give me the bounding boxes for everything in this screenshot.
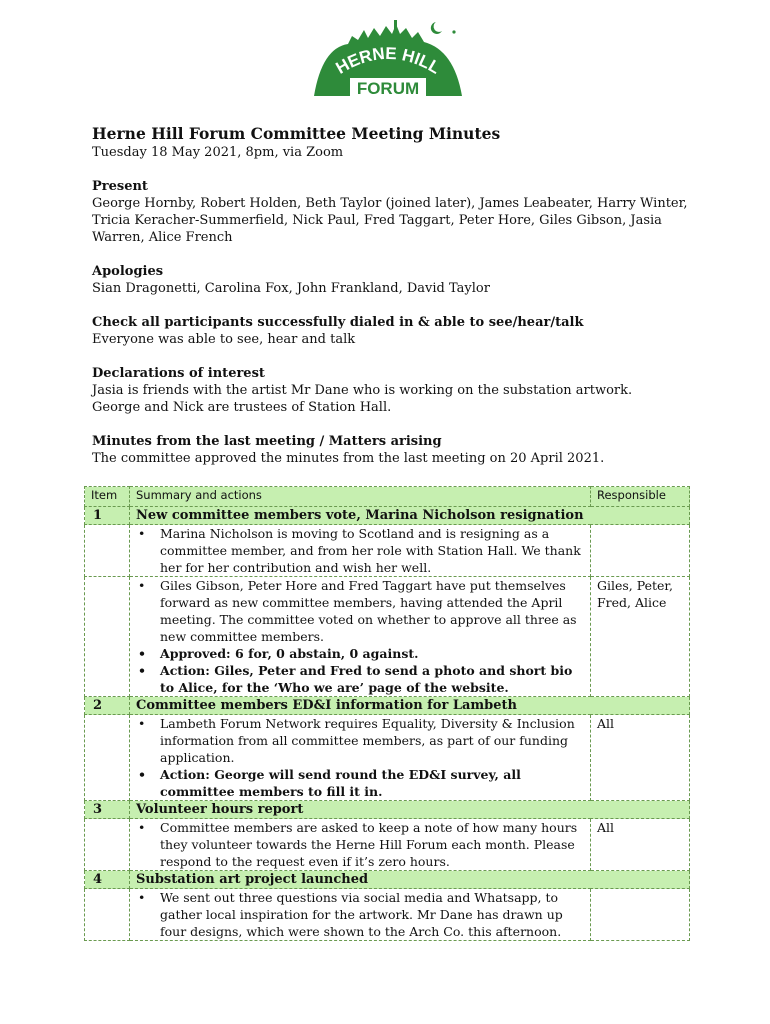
logo-text-line1: HERNE HILL (332, 43, 444, 78)
summary-cell (130, 819, 591, 871)
summary-bullet: • Committee members are asked to keep a note of how many hours they volunteer towards the Herne Hill Forum each month. Please respond to the request even if it’s zero hours. (160, 819, 584, 870)
item-spacer-cell (85, 819, 130, 871)
summary-cell (130, 525, 591, 577)
summary-cell (130, 577, 591, 697)
table-row (85, 577, 690, 697)
actions-table (84, 486, 690, 941)
summary-bullet: • Lambeth Forum Network requires Equality, Diversity & Inclusion information from all committee members, as part of our funding application. (160, 715, 584, 766)
item-number: 2 (85, 697, 130, 715)
minutes-heading: Minutes from the last meeting / Matters arising (92, 434, 442, 449)
item-title: Committee members ED&I information for Lambeth (130, 697, 690, 715)
apologies-heading: Apologies (92, 264, 164, 279)
responsible-cell (591, 525, 690, 577)
document-body (92, 124, 692, 467)
herne-hill-forum-logo (308, 18, 468, 102)
table-row (85, 819, 690, 871)
responsible-cell: All (591, 715, 690, 801)
item-number: 1 (85, 507, 130, 525)
check-line: Everyone was able to see, hear and talk (92, 332, 356, 347)
summary-bullet: • Marina Nicholson is moving to Scotland and is resigning as a committee member, and from her role with Station Hall. We thank her for her contribution and wish her well. (160, 525, 584, 576)
bullet-list (136, 819, 584, 870)
action-bullet: • Action: George will send round the ED&I survey, all committee members to fill it in. (160, 766, 584, 800)
item-title: New committee members vote, Marina Nicholson resignation (130, 507, 690, 525)
declarations-line: Jasia is friends with the artist Mr Dane who is working on the substation artwork. (92, 383, 633, 398)
table-header-row (85, 487, 690, 507)
declarations-heading: Declarations of interest (92, 366, 265, 381)
bullet-list (136, 577, 584, 696)
bullet-list (136, 889, 584, 940)
bullet-list (136, 715, 584, 800)
item-spacer-cell (85, 889, 130, 941)
table-item-row (85, 871, 690, 889)
item-number: 3 (85, 801, 130, 819)
item-spacer-cell (85, 525, 130, 577)
present-line: George Hornby, Robert Holden, Beth Taylor (joined later), James Leabeater, Harry Winter, (92, 196, 688, 211)
item-spacer-cell (85, 577, 130, 697)
table-row (85, 889, 690, 941)
item-number: 4 (85, 871, 130, 889)
summary-cell (130, 715, 591, 801)
apologies-line: Sian Dragonetti, Carolina Fox, John Frankland, David Taylor (92, 281, 490, 296)
header-item: Item (85, 487, 130, 507)
table-row (85, 715, 690, 801)
bullet-list (136, 525, 584, 576)
document-title: Herne Hill Forum Committee Meeting Minutes (92, 124, 501, 143)
minutes-line: The committee approved the minutes from the last meeting on 20 April 2021. (92, 451, 605, 466)
responsible-cell: All (591, 819, 690, 871)
item-title: Volunteer hours report (130, 801, 690, 819)
responsible-cell (591, 889, 690, 941)
present-heading: Present (92, 179, 148, 194)
summary-cell (130, 889, 591, 941)
declarations-line: George and Nick are trustees of Station Hall. (92, 400, 392, 415)
summary-bullet: • Giles Gibson, Peter Hore and Fred Taggart have put themselves forward as new committee members, having attended the April meeting. The committee voted on whether to approve all three as new committee members. (160, 577, 584, 645)
responsible-cell: Giles, Peter, Fred, Alice (591, 577, 690, 697)
table-item-row (85, 697, 690, 715)
action-bullet: • Approved: 6 for, 0 abstain, 0 against. (160, 645, 584, 662)
present-line: Tricia Keracher-Summerfield, Nick Paul, Fred Taggart, Peter Hore, Giles Gibson, Jasia (92, 213, 662, 228)
header-summary: Summary and actions (130, 487, 591, 507)
item-title: Substation art project launched (130, 871, 690, 889)
table-item-row (85, 507, 690, 525)
table-item-row (85, 801, 690, 819)
item-spacer-cell (85, 715, 130, 801)
header-responsible: Responsible (591, 487, 690, 507)
table-row (85, 525, 690, 577)
meeting-date: Tuesday 18 May 2021, 8pm, via Zoom (92, 145, 344, 160)
action-bullet: • Action: Giles, Peter and Fred to send a photo and short bio to Alice, for the ‘Who we are’ page of the website. (160, 662, 584, 696)
logo-text-line2: FORUM (356, 79, 420, 98)
present-line: Warren, Alice French (92, 230, 233, 245)
check-heading: Check all participants successfully dialed in & able to see/hear/talk (92, 315, 584, 330)
summary-bullet: • We sent out three questions via social media and Whatsapp, to gather local inspiration for the artwork. Mr Dane has drawn up four designs, which were shown to the Arch Co. this afternoon. (160, 889, 584, 940)
